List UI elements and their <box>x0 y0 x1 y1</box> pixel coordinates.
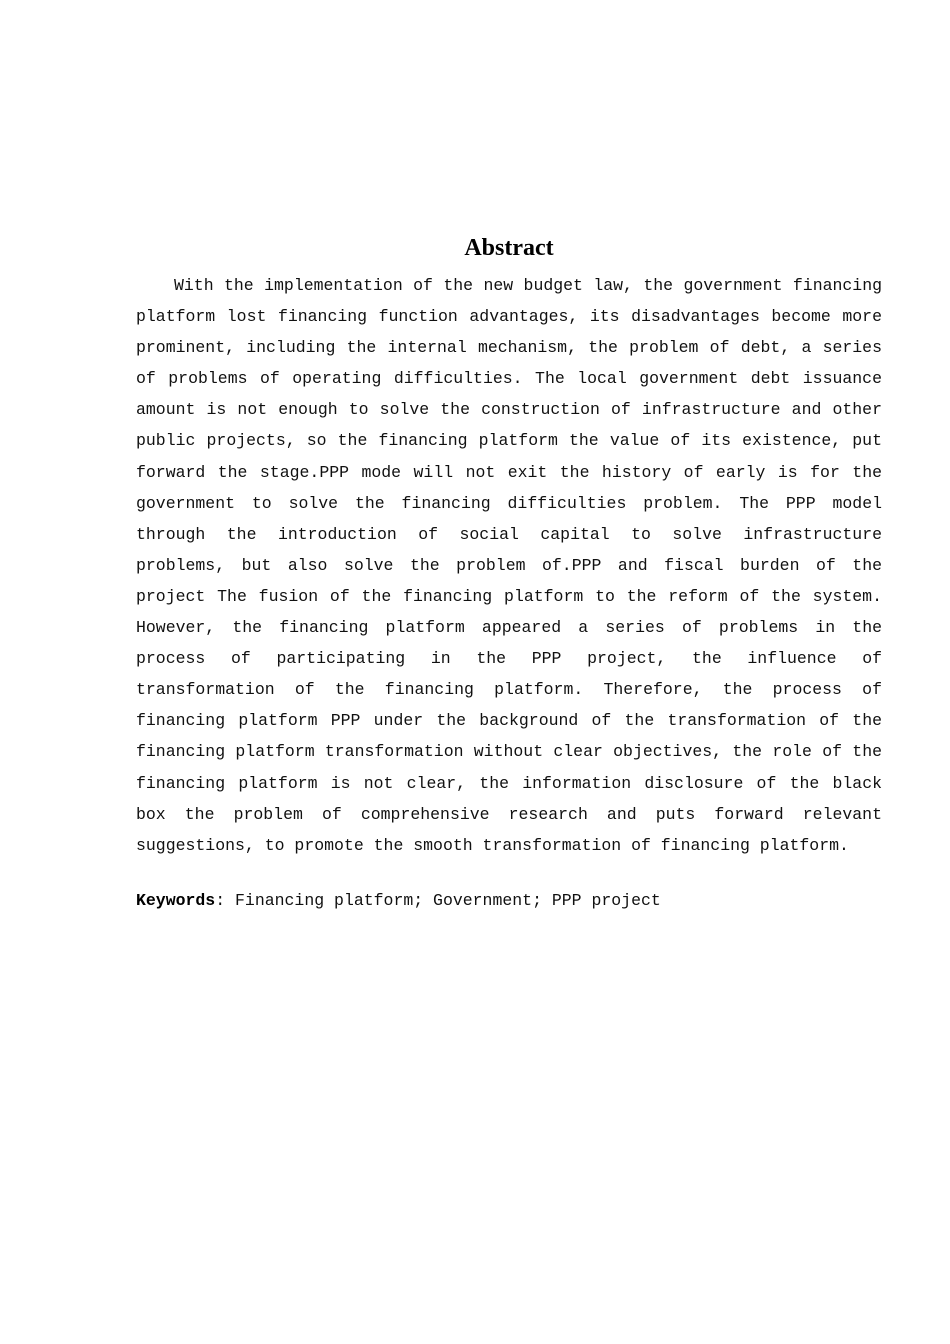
keywords-list: : Financing platform; Government; PPP project <box>215 891 661 910</box>
abstract-paragraph: With the implementation of the new budget law, the government financing platform lost financing function advantages, its disadvantages become more prominent, including the internal mechanism, the problem of debt, a series of problems of operating difficulties. The local government debt issuance amount is not enough to solve the construction of infrastructure and other public projects, so the financing platform the value of its existence, put forward the stage.PPP mode will not exit the history of early is for the government to solve the financing difficulties problem. The PPP model through the introduction of social capital to solve infrastructure problems, but also solve the problem of.PPP and fiscal burden of the project The fusion of the financing platform to the reform of the system. However, the financing platform appeared a series of problems in the process of participating in the PPP project, the influence of transformation of the financing platform. Therefore, the process of financing platform PPP under the background of the transformation of the financing platform transformation without clear objectives, the role of the financing platform is not clear, the information disclosure of the black box the problem of comprehensive research and puts forward relevant suggestions, to promote the smooth transformation of financing platform. <box>136 276 882 855</box>
page-title: Abstract <box>464 235 554 261</box>
keywords-line <box>136 886 882 916</box>
keywords-label: Keywords <box>136 891 216 910</box>
